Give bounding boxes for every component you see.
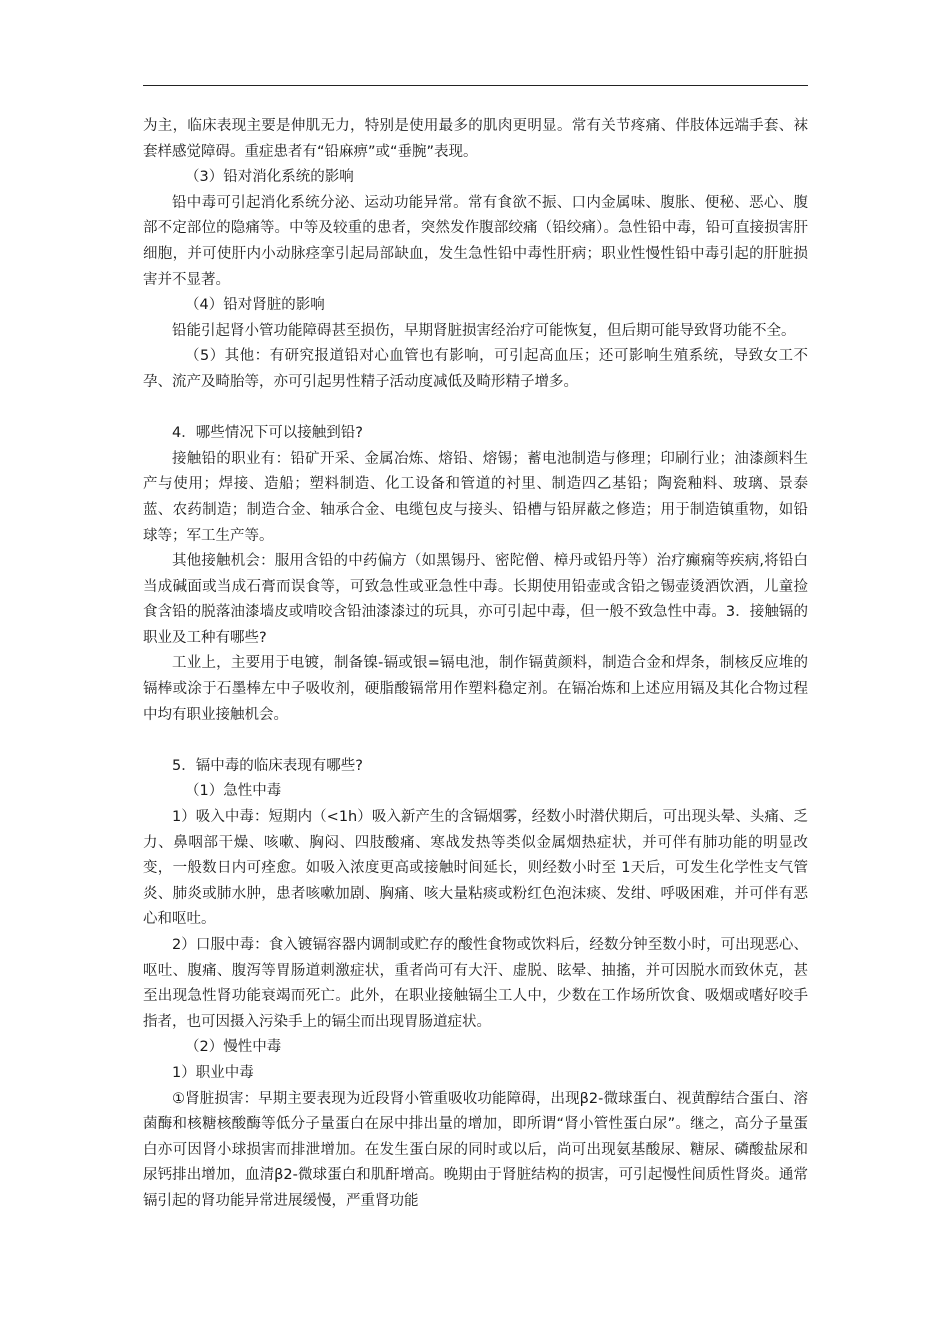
subheading-acute-poisoning: （1）急性中毒 <box>185 783 282 800</box>
blank-line <box>143 728 808 754</box>
header-rule <box>143 85 808 86</box>
paragraph-lead-kidney: 铅能引起肾小管功能障碍甚至损伤，早期肾脏损害经治疗可能恢复，但后期可能导致肾功能不全。 <box>172 322 796 339</box>
paragraph-lead-other: （5）其他：有研究报道铅对心血管也有影响，可引起高血压；还可影响生殖系统，导致女工不孕、流产及畸胎等，亦可引起男性精子活动度减低及畸形精子增多。 <box>143 348 808 390</box>
heading-cadmium-clinical: 5．镉中毒的临床表现有哪些? <box>172 757 363 774</box>
heading-lead-exposure: 4．哪些情况下可以接触到铅? <box>172 425 363 442</box>
paragraph-oral-poisoning: 2）口服中毒：食入镀镉容器内调制或贮存的酸性食物或饮料后，经数分钟至数小时，可出现恶心、呕吐、腹痛、腹泻等胃肠道刺激症状，重者尚可有大汗、虚脱、眩晕、抽搐，并可因脱水而致休克，甚至出现急性肾功能衰竭而死亡。此外，在职业接触镉尘工人中，少数在工作场所饮食、吸烟或嗜好咬手指者，也可因摄入污染手上的镉尘而出现胃肠道症状。 <box>143 937 808 1030</box>
document-body <box>143 114 808 1215</box>
paragraph-kidney-damage: ①肾脏损害：早期主要表现为近段肾小管重吸收功能障碍，出现β2-微球蛋白、视黄醇结合蛋白、溶菌酶和核糖核酸酶等低分子量蛋白在尿中排出量的增加，即所谓“肾小管性蛋白尿”。继之，高分子量蛋白亦可因肾小球损害而排泄增加。在发生蛋白尿的同时或以后，尚可出现氨基酸尿、糖尿、磷酸盐尿和尿钙排出增加，血清β2-微球蛋白和肌酐增高。晚期由于肾脏结构的损害，可引起慢性间质性肾炎。通常镉引起的肾功能异常进展缓慢，严重肾功能 <box>143 1090 808 1209</box>
subheading-lead-digestive: （3）铅对消化系统的影响 <box>185 169 354 186</box>
paragraph-0: 为主，临床表现主要是伸肌无力，特别是使用最多的肌肉更明显。常有关节疼痛、伴肢体远端手套、袜套样感觉障碍。重症患者有“铅麻痹”或“垂腕”表现。 <box>143 118 808 160</box>
paragraph-lead-occupations: 接触铅的职业有：铅矿开采、金属冶炼、熔铅、熔锡；蓄电池制造与修理；印刷行业；油漆颜料生产与使用；焊接、造船；塑料制造、化工设备和管道的衬里、制造四乙基铅；陶瓷釉料、玻璃、景泰蓝、农药制造；制造合金、轴承合金、电缆包皮与接头、铅槽与铅屏蔽之修造；用于制造镇重物，如铅球等；军工生产等。 <box>143 450 808 544</box>
paragraph-inhalation-poisoning: 1）吸入中毒：短期内（<1h）吸入新产生的含镉烟雾，经数小时潜伏期后，可出现头晕、头痛、乏力、鼻咽部干燥、咳嗽、胸闷、四肢酸痛、寒战发热等类似金属烟热症状，并可伴有肺功能的明显改变，一般数日内可痊愈。如吸入浓度更高或接触时间延长，则经数小时至 1天后，可发生化学性支气管炎、肺炎或肺水肿，患者咳嗽加剧、胸痛、咳大量粘痰或粉红色泡沫痰、发绀、呼吸困难，并可伴有恶心和呕吐。 <box>143 809 808 928</box>
subheading-lead-kidney: （4）铅对肾脏的影响 <box>185 297 325 314</box>
paragraph-lead-digestive: 铅中毒可引起消化系统分泌、运动功能异常。常有食欲不振、口内金属味、腹胀、便秘、恶心、腹部不定部位的隐痛等。中等及较重的患者，突然发作腹部绞痛（铅绞痛）。急性铅中毒，铅可直接损害肝细胞，并可使肝内小动脉痉挛引起局部缺血，发生急性铅中毒性肝病；职业性慢性铅中毒引起的肝脏损害并不显著。 <box>143 194 808 288</box>
paragraph-lead-other-exposure: 其他接触机会：服用含铅的中药偏方（如黑锡丹、密陀僧、樟丹或铅丹等）治疗癫痫等疾病,将铅白当成碱面或当成石膏而误食等，可致急性或亚急性中毒。长期使用铅壶或含铅之锡壶烫酒饮酒，儿童捡食含铅的脱落油漆墙皮或啃咬含铅油漆漆过的玩具，亦可引起中毒，但一般不致急性中毒。3．接触镉的职业及工种有哪些? <box>143 553 808 646</box>
heading-occupational-poisoning: 1）职业中毒 <box>172 1064 254 1081</box>
subheading-chronic-poisoning: （2）慢性中毒 <box>185 1039 282 1056</box>
blank-line <box>143 396 808 422</box>
paragraph-cadmium-industry: 工业上，主要用于电镀，制备镍-镉或银=镉电池，制作镉黄颜料，制造合金和焊条，制核反应堆的镉棒或涂于石墨棒左中子吸收剂，硬脂酸镉常用作塑料稳定剂。在镉冶炼和上述应用镉及其化合物过程中均有职业接触机会。 <box>143 655 808 723</box>
